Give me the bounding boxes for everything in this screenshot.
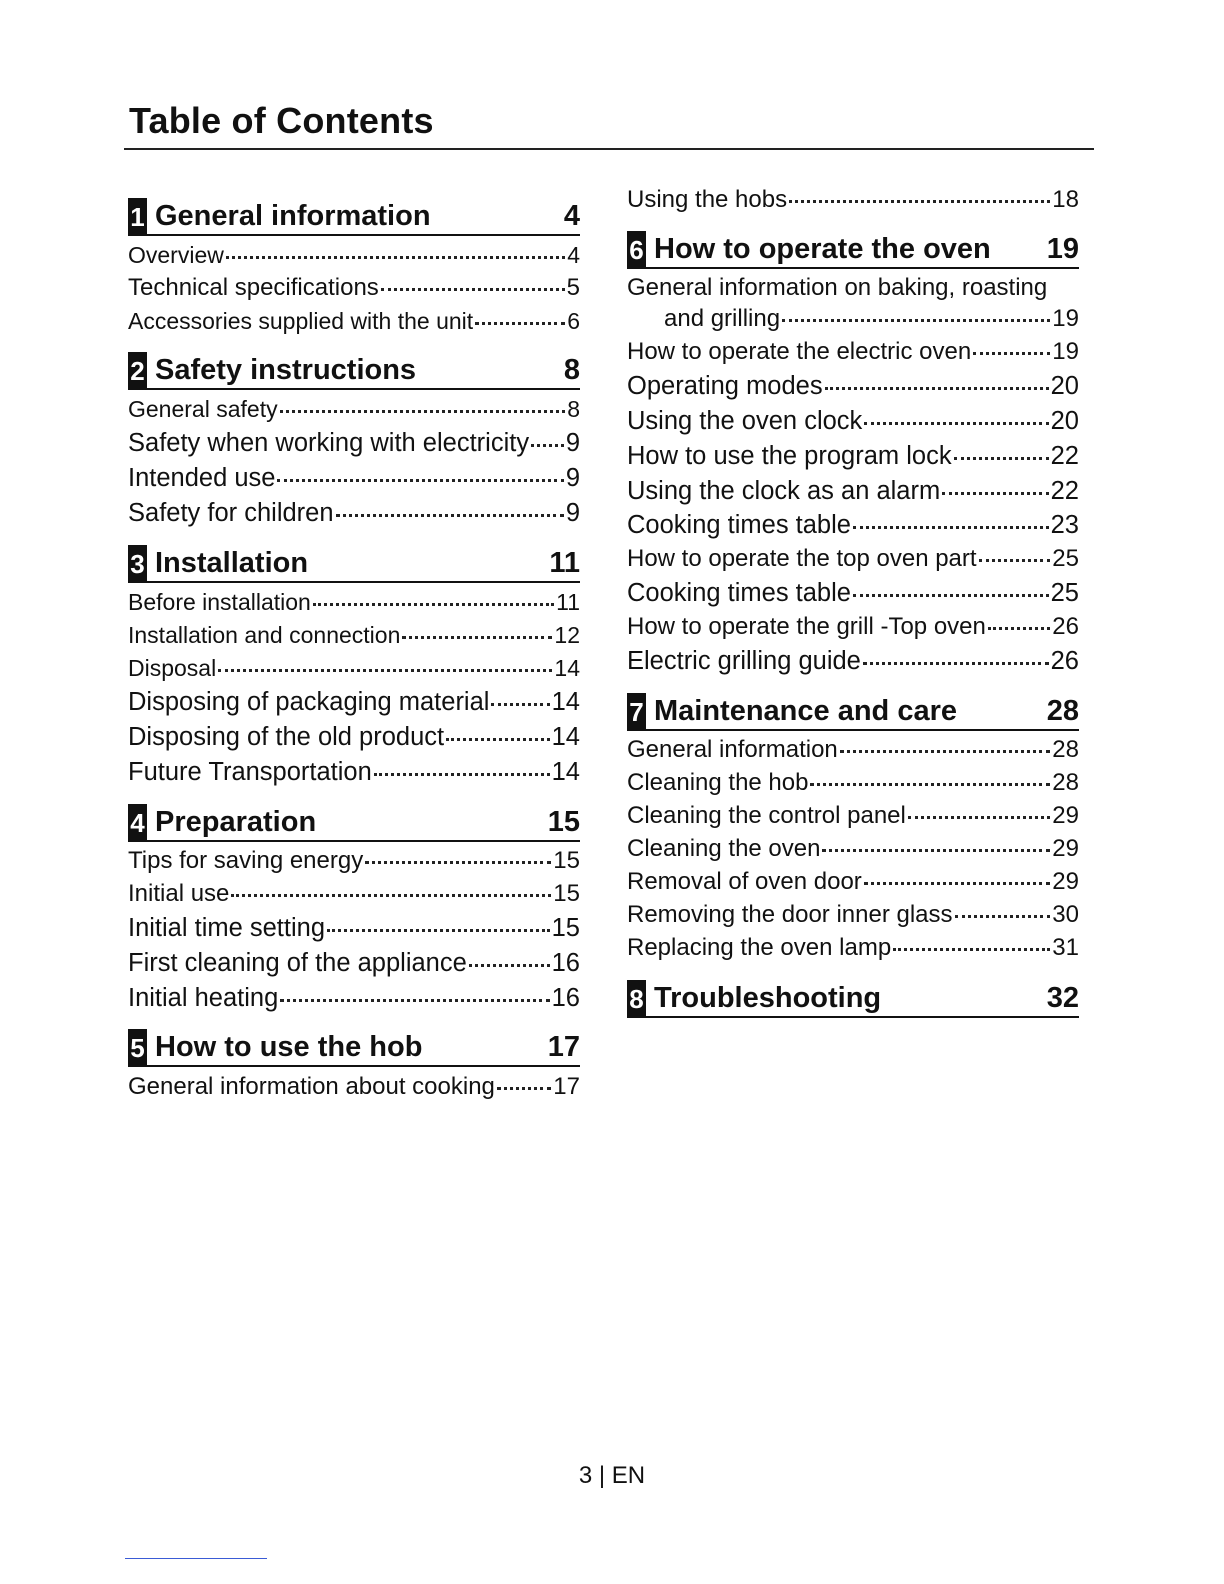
- entry-title: Initial time setting: [128, 914, 326, 942]
- section-page-number: 17: [547, 1031, 580, 1063]
- section-page-number: 4: [563, 200, 580, 232]
- toc-entry[interactable]: [128, 306, 580, 336]
- entry-title: General information: [627, 736, 838, 763]
- dot-leader: [864, 882, 1051, 885]
- section-heading-installation[interactable]: [128, 545, 580, 583]
- toc-entry[interactable]: [128, 913, 580, 943]
- entry-title: First cleaning of the appliance: [128, 949, 467, 977]
- entry-title: Disposal: [128, 655, 217, 681]
- entry-page: 9: [565, 499, 580, 527]
- dot-leader: [822, 849, 1050, 852]
- toc-entry[interactable]: [128, 846, 580, 876]
- dot-leader: [475, 322, 565, 325]
- entry-page: 12: [554, 622, 580, 648]
- section-number-badge: 7: [627, 693, 646, 731]
- toc-entry[interactable]: [128, 394, 580, 424]
- dot-leader: [942, 492, 1048, 495]
- entry-page: 9: [565, 429, 580, 457]
- entry-page: 31: [1052, 934, 1079, 961]
- toc-entry[interactable]: [627, 337, 1079, 367]
- section-number-badge: 3: [128, 545, 147, 583]
- dot-leader: [231, 894, 551, 897]
- toc-entry[interactable]: [128, 948, 580, 978]
- section-number-badge: 6: [627, 231, 646, 269]
- entry-title: Replacing the oven lamp: [627, 934, 892, 961]
- entry-page: 4: [567, 242, 580, 268]
- entry-title: Cleaning the control panel: [627, 802, 906, 829]
- section-page-number: 11: [549, 547, 580, 579]
- section-title: Troubleshooting: [654, 982, 882, 1014]
- entry-title: Safety when working with electricity: [128, 429, 530, 457]
- dot-leader: [864, 422, 1048, 425]
- section-heading-preparation[interactable]: [128, 804, 580, 842]
- dot-leader: [280, 999, 549, 1002]
- toc-entry[interactable]: [627, 768, 1079, 798]
- entry-title: Cleaning the oven: [627, 835, 821, 862]
- toc-entry[interactable]: [128, 273, 580, 303]
- section-number-badge: 5: [128, 1029, 147, 1067]
- section-number-badge: 1: [128, 198, 147, 236]
- dot-leader: [491, 703, 549, 706]
- dot-leader: [469, 964, 550, 967]
- dot-leader: [218, 669, 552, 672]
- entry-page: 29: [1052, 835, 1079, 862]
- section-title: Safety instructions: [155, 354, 417, 386]
- section-heading-how-to-operate-the-oven[interactable]: [627, 231, 1079, 269]
- toc-entry[interactable]: [627, 510, 1079, 540]
- entry-title: Initial heating: [128, 984, 279, 1012]
- entry-title: General safety: [128, 396, 278, 422]
- toc-entry[interactable]: [128, 687, 580, 717]
- dot-leader: [280, 410, 566, 413]
- dot-leader: [979, 559, 1051, 562]
- dot-leader: [893, 948, 1050, 951]
- entry-page: 20: [1050, 372, 1079, 400]
- entry-title: Disposing of packaging material: [128, 688, 490, 716]
- section-page-number: 19: [1046, 233, 1079, 265]
- entry-page: 14: [551, 758, 580, 786]
- section-title: Installation: [155, 547, 309, 579]
- entry-title: General information on baking, roasting: [627, 274, 1048, 301]
- toc-entry[interactable]: [128, 757, 580, 787]
- entry-title: Using the oven clock: [627, 407, 863, 435]
- entry-page: 28: [1052, 736, 1079, 763]
- toc-entry[interactable]: [627, 273, 1079, 303]
- entry-title-continued: and grilling: [664, 305, 781, 332]
- toc-entry[interactable]: [128, 463, 580, 493]
- toc-entry[interactable]: [627, 185, 1079, 215]
- section-number-badge: 4: [128, 804, 147, 842]
- dot-leader: [327, 929, 550, 932]
- entry-page: 6: [567, 308, 580, 334]
- toc-entry[interactable]: [627, 801, 1079, 831]
- dot-leader: [336, 514, 564, 517]
- section-page-number: 15: [547, 806, 580, 838]
- section-page-number: 32: [1046, 982, 1079, 1014]
- entry-page: 29: [1052, 802, 1079, 829]
- entry-page: 28: [1052, 769, 1079, 796]
- entry-title: Using the hobs: [627, 186, 788, 213]
- toc-entry[interactable]: [128, 498, 580, 528]
- dot-leader: [381, 288, 565, 291]
- entry-page: 26: [1050, 647, 1079, 675]
- toc-entry-continued[interactable]: [627, 304, 1079, 334]
- toc-entry[interactable]: [627, 834, 1079, 864]
- toc-entry[interactable]: [627, 578, 1079, 608]
- section-title: General information: [155, 200, 431, 232]
- dot-leader: [853, 526, 1049, 529]
- entry-page: 20: [1050, 407, 1079, 435]
- dot-leader: [313, 603, 554, 606]
- entry-page: 14: [551, 688, 580, 716]
- entry-page: 11: [556, 589, 580, 615]
- entry-page: 22: [1050, 477, 1079, 505]
- entry-title: Removal of oven door: [627, 868, 862, 895]
- entry-title: Accessories supplied with the unit: [128, 308, 474, 334]
- entry-title: Overview: [128, 242, 224, 268]
- toc-entry[interactable]: [128, 620, 580, 650]
- page-title: Table of Contents: [129, 100, 434, 141]
- toc-entry[interactable]: [128, 428, 580, 458]
- title-divider: [124, 148, 1094, 150]
- section-number-badge: 2: [128, 352, 147, 390]
- entry-page: 22: [1050, 442, 1079, 470]
- section-heading-general-information[interactable]: [128, 198, 580, 236]
- entry-page: 17: [553, 1073, 580, 1100]
- section-title: Maintenance and care: [654, 695, 957, 727]
- toc-entry[interactable]: [627, 371, 1079, 401]
- toc-entry[interactable]: [627, 476, 1079, 506]
- dot-leader: [840, 750, 1051, 753]
- entry-page: 5: [566, 274, 580, 301]
- entry-page: 23: [1050, 511, 1079, 539]
- entry-page: 18: [1052, 186, 1079, 213]
- entry-title: Cooking times table: [627, 511, 851, 539]
- dot-leader: [789, 200, 1050, 203]
- section-page-number: 28: [1046, 695, 1079, 727]
- entry-page: 15: [553, 847, 580, 874]
- toc-entry[interactable]: [128, 653, 580, 683]
- dot-leader: [277, 479, 563, 482]
- entry-title: Electric grilling guide: [627, 647, 861, 675]
- dot-leader: [810, 783, 1050, 786]
- entry-title: Before installation: [128, 589, 311, 615]
- dot-leader: [531, 444, 564, 447]
- dot-leader: [988, 627, 1050, 630]
- entry-page: 30: [1052, 901, 1079, 928]
- dot-leader: [402, 636, 552, 639]
- section-page-number: 8: [563, 354, 580, 386]
- section-heading-safety-instructions[interactable]: [128, 352, 580, 390]
- toc-entry[interactable]: [128, 587, 580, 617]
- toc-entry[interactable]: [128, 879, 580, 909]
- dot-leader: [226, 256, 565, 259]
- entry-page: 29: [1052, 868, 1079, 895]
- toc-entry[interactable]: [627, 900, 1079, 930]
- section-title: Preparation: [155, 806, 317, 838]
- dot-leader: [446, 738, 550, 741]
- entry-page: 19: [1052, 305, 1079, 332]
- toc-entry[interactable]: [128, 240, 580, 270]
- entry-title: Operating modes: [627, 372, 823, 400]
- entry-page: 8: [567, 396, 580, 422]
- entry-page: 15: [551, 914, 580, 942]
- entry-title: How to operate the electric oven: [627, 338, 972, 365]
- section-heading-how-to-use-the-hob[interactable]: [128, 1029, 580, 1067]
- entry-page: 15: [553, 880, 580, 907]
- entry-title: Technical specifications: [128, 274, 379, 301]
- toc-entry[interactable]: [128, 983, 580, 1013]
- toc-entry[interactable]: [627, 612, 1079, 642]
- entry-title: Safety for children: [128, 499, 334, 527]
- entry-title: Using the clock as an alarm: [627, 477, 941, 505]
- entry-title: Initial use: [128, 880, 230, 907]
- dot-leader: [782, 319, 1050, 322]
- entry-page: 14: [554, 655, 580, 681]
- entry-page: 25: [1052, 545, 1079, 572]
- toc-entry[interactable]: [627, 544, 1079, 574]
- entry-title: How to use the program lock: [627, 442, 952, 470]
- entry-title: Cooking times table: [627, 579, 851, 607]
- dot-leader: [955, 915, 1051, 918]
- entry-title: How to operate the grill -Top oven: [627, 613, 986, 640]
- section-heading-troubleshooting[interactable]: [627, 980, 1079, 1018]
- toc-entry[interactable]: [128, 1072, 580, 1102]
- entry-title: Cleaning the hob: [627, 769, 809, 796]
- dot-leader: [497, 1087, 551, 1090]
- section-title: How to operate the oven: [654, 233, 991, 265]
- dot-leader: [908, 816, 1050, 819]
- entry-page: 9: [565, 464, 580, 492]
- entry-title: Tips for saving energy: [128, 847, 364, 874]
- entry-page: 26: [1052, 613, 1079, 640]
- entry-page: 19: [1052, 338, 1079, 365]
- toc-entry[interactable]: [627, 867, 1079, 897]
- entry-page: 16: [551, 984, 580, 1012]
- page-footer: 3 | EN: [578, 1462, 646, 1489]
- dot-leader: [365, 861, 551, 864]
- toc-entry[interactable]: [627, 441, 1079, 471]
- toc-entry[interactable]: [627, 933, 1079, 963]
- dot-leader: [954, 457, 1049, 460]
- toc-entry[interactable]: [627, 406, 1079, 436]
- toc-entry[interactable]: [128, 722, 580, 752]
- entry-page: 14: [551, 723, 580, 751]
- entry-title: General information about cooking: [128, 1073, 495, 1100]
- entry-title: How to operate the top oven part: [627, 545, 977, 572]
- footer-rule: [125, 1558, 267, 1559]
- entry-title: Intended use: [128, 464, 276, 492]
- entry-title: Disposing of the old product: [128, 723, 445, 751]
- entry-title: Future Transportation: [128, 758, 372, 786]
- section-title: How to use the hob: [155, 1031, 423, 1063]
- dot-leader: [825, 387, 1049, 390]
- dot-leader: [973, 352, 1050, 355]
- toc-entry[interactable]: [627, 735, 1079, 765]
- entry-page: 25: [1050, 579, 1079, 607]
- entry-title: Removing the door inner glass: [627, 901, 953, 928]
- dot-leader: [853, 594, 1049, 597]
- dot-leader: [374, 773, 550, 776]
- section-number-badge: 8: [627, 980, 646, 1018]
- entry-title: Installation and connection: [128, 622, 401, 648]
- toc-entry[interactable]: [627, 646, 1079, 676]
- dot-leader: [863, 662, 1049, 665]
- section-heading-maintenance-and-care[interactable]: [627, 693, 1079, 731]
- entry-page: 16: [551, 949, 580, 977]
